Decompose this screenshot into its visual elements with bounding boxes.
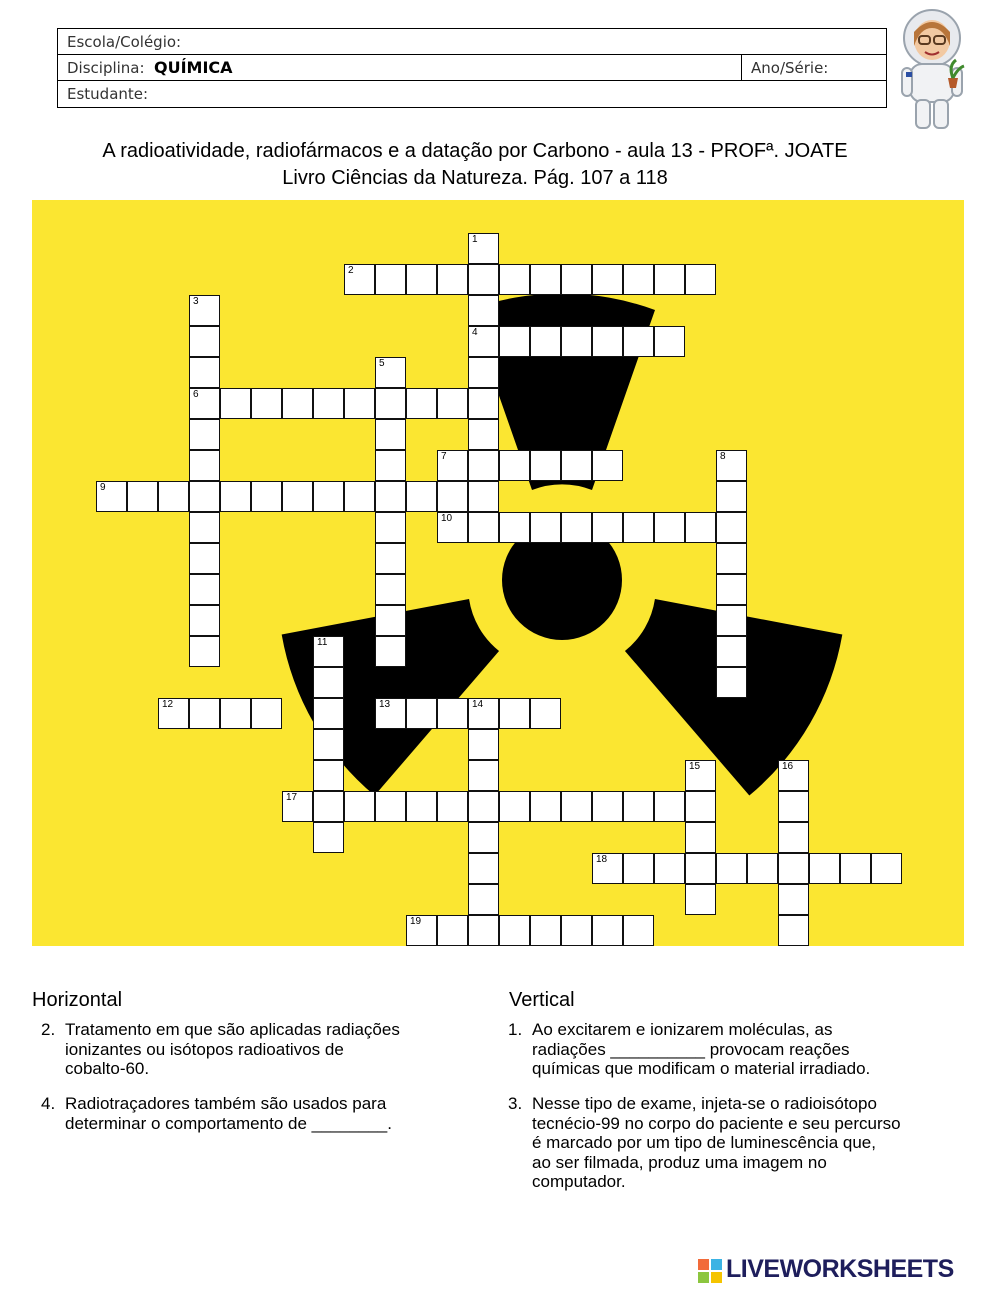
crossword-cell[interactable] — [96, 481, 127, 512]
cell-number: 6 — [193, 389, 199, 400]
crossword-cell[interactable] — [716, 512, 747, 543]
crossword-cell[interactable] — [251, 481, 282, 512]
crossword-cell[interactable] — [313, 729, 344, 760]
school-row — [58, 29, 886, 55]
clue-line: é marcado por um tipo de luminescência que, — [532, 1133, 876, 1152]
crossword-cell[interactable] — [685, 822, 716, 853]
crossword-cell[interactable] — [716, 574, 747, 605]
crossword-cell[interactable] — [592, 512, 623, 543]
crossword-cell[interactable] — [437, 264, 468, 295]
crossword-cell[interactable] — [468, 264, 499, 295]
crossword-cell[interactable] — [592, 326, 623, 357]
student-label: Estudante: — [67, 85, 149, 103]
crossword-cell[interactable] — [189, 543, 220, 574]
crossword-cell[interactable] — [840, 853, 871, 884]
cell-number: 19 — [410, 916, 422, 927]
crossword-cell[interactable] — [623, 512, 654, 543]
crossword-cell[interactable] — [313, 698, 344, 729]
crossword-cell[interactable] — [561, 264, 592, 295]
crossword-cell[interactable] — [468, 760, 499, 791]
crossword-cell[interactable] — [468, 357, 499, 388]
crossword-cell[interactable] — [282, 481, 313, 512]
crossword-cell[interactable] — [654, 326, 685, 357]
crossword-cell[interactable] — [189, 450, 220, 481]
cell-number: 4 — [472, 327, 478, 338]
vertical-heading: Vertical — [509, 989, 575, 1011]
crossword-cell[interactable] — [375, 481, 406, 512]
crossword-cell[interactable] — [530, 698, 561, 729]
clue-line: tecnécio-99 no corpo do paciente e seu percurso — [532, 1113, 901, 1133]
cell-number: 16 — [782, 761, 794, 772]
clue-horizontal-2 — [41, 1020, 400, 1079]
crossword-cell[interactable] — [406, 264, 437, 295]
year-label: Ano/Série: — [751, 59, 829, 77]
crossword-cell[interactable] — [344, 481, 375, 512]
crossword-cell[interactable] — [468, 729, 499, 760]
crossword-cell[interactable] — [406, 791, 437, 822]
crossword-cell[interactable] — [747, 853, 778, 884]
crossword-cell[interactable] — [406, 915, 437, 946]
clue-line: Radiotraçadores também são usados para — [65, 1094, 387, 1113]
crossword-cell[interactable] — [437, 388, 468, 419]
cell-number: 1 — [472, 234, 478, 245]
crossword-cell[interactable] — [468, 853, 499, 884]
crossword-cell[interactable] — [809, 853, 840, 884]
crossword-cell[interactable] — [375, 264, 406, 295]
cell-number: 18 — [596, 854, 608, 865]
crossword-cell[interactable] — [282, 388, 313, 419]
crossword-cell[interactable] — [778, 853, 809, 884]
horizontal-heading: Horizontal — [32, 989, 123, 1011]
crossword-cell[interactable] — [530, 450, 561, 481]
clue-horizontal-4 — [41, 1094, 392, 1133]
crossword-cell[interactable] — [468, 419, 499, 450]
clue-number: 4. — [41, 1094, 56, 1113]
crossword-cell[interactable] — [251, 698, 282, 729]
crossword-cell[interactable] — [561, 791, 592, 822]
astronaut-avatar-icon — [892, 6, 972, 134]
crossword-cell[interactable] — [189, 481, 220, 512]
crossword-cell[interactable] — [313, 822, 344, 853]
crossword-cell[interactable] — [313, 791, 344, 822]
crossword-cell[interactable] — [623, 915, 654, 946]
crossword-cell[interactable] — [189, 419, 220, 450]
cell-number: 12 — [162, 699, 174, 710]
crossword-cell[interactable] — [375, 698, 406, 729]
crossword-cell[interactable] — [716, 853, 747, 884]
liveworksheets-icon — [698, 1259, 722, 1283]
crossword-cell[interactable] — [685, 791, 716, 822]
crossword-cell[interactable] — [685, 853, 716, 884]
crossword-cell[interactable] — [127, 481, 158, 512]
crossword-cell[interactable] — [778, 915, 809, 946]
crossword-cell[interactable] — [654, 512, 685, 543]
cell-number: 10 — [441, 513, 453, 524]
subject-value: QUÍMICA — [154, 58, 233, 77]
crossword-cell[interactable] — [375, 543, 406, 574]
crossword-cell[interactable] — [220, 698, 251, 729]
crossword-cell[interactable] — [437, 512, 468, 543]
crossword-cell[interactable] — [437, 791, 468, 822]
crossword-cell[interactable] — [437, 481, 468, 512]
cell-number: 11 — [317, 637, 328, 648]
crossword-cell[interactable] — [530, 791, 561, 822]
crossword-cell[interactable] — [592, 915, 623, 946]
crossword-cell[interactable] — [716, 605, 747, 636]
crossword-cell[interactable] — [375, 450, 406, 481]
cell-number: 7 — [441, 451, 447, 462]
crossword-cell[interactable] — [189, 574, 220, 605]
crossword-cell[interactable] — [623, 853, 654, 884]
worksheet-subtitle: Livro Ciências da Natureza. Pág. 107 a 118 — [282, 167, 668, 189]
crossword-cell[interactable] — [437, 915, 468, 946]
crossword-cell[interactable] — [561, 915, 592, 946]
crossword-cell[interactable] — [468, 450, 499, 481]
brand-text: LIVEWORKSHEETS — [726, 1255, 954, 1283]
crossword-cell[interactable] — [561, 512, 592, 543]
subject-label: Disciplina: — [67, 59, 145, 77]
crossword-cell[interactable] — [406, 388, 437, 419]
crossword-cell[interactable] — [716, 481, 747, 512]
crossword-cell[interactable] — [685, 884, 716, 915]
crossword-cell[interactable] — [375, 419, 406, 450]
crossword-cell[interactable] — [468, 698, 499, 729]
crossword-cell[interactable] — [685, 264, 716, 295]
crossword-cell[interactable] — [468, 388, 499, 419]
crossword-cell[interactable] — [189, 357, 220, 388]
crossword-cell[interactable] — [375, 636, 406, 667]
crossword-cell[interactable] — [592, 450, 623, 481]
clue-line: cobalto-60. — [65, 1059, 150, 1078]
crossword-cell[interactable] — [468, 295, 499, 326]
crossword-cell[interactable] — [189, 605, 220, 636]
crossword-cell[interactable] — [313, 481, 344, 512]
crossword-cell[interactable] — [313, 388, 344, 419]
crossword-cell[interactable] — [654, 853, 685, 884]
clue-line: ao ser filmada, produz uma imagem no — [532, 1152, 827, 1172]
crossword-cell[interactable] — [375, 388, 406, 419]
crossword-cell[interactable] — [499, 326, 530, 357]
crossword-cell[interactable] — [468, 884, 499, 915]
cell-number: 8 — [720, 451, 726, 462]
crossword-cell[interactable] — [468, 822, 499, 853]
crossword-cell[interactable] — [499, 264, 530, 295]
crossword-cell[interactable] — [344, 791, 375, 822]
clue-line: Tratamento em que são aplicadas radiações — [65, 1020, 400, 1039]
crossword-cell[interactable] — [375, 791, 406, 822]
crossword-cell[interactable] — [778, 791, 809, 822]
clue-line: computador. — [532, 1172, 626, 1191]
crossword-cell[interactable] — [499, 512, 530, 543]
crossword-cell[interactable] — [654, 264, 685, 295]
crossword-cell[interactable] — [220, 388, 251, 419]
cell-number: 15 — [689, 761, 701, 772]
crossword-cell[interactable] — [406, 481, 437, 512]
crossword-cell[interactable] — [778, 760, 809, 791]
crossword-cell[interactable] — [282, 791, 313, 822]
student-info-box — [57, 28, 887, 108]
cell-number: 17 — [286, 792, 298, 803]
crossword-cell[interactable] — [468, 233, 499, 264]
clue-line: ionizantes ou isótopos radioativos de — [65, 1039, 344, 1059]
cell-number: 14 — [472, 699, 484, 710]
crossword-cell[interactable] — [437, 698, 468, 729]
student-row — [58, 81, 886, 108]
crossword-cell[interactable] — [189, 512, 220, 543]
crossword-cell[interactable] — [623, 264, 654, 295]
crossword-cell[interactable] — [716, 543, 747, 574]
crossword-cell[interactable] — [499, 698, 530, 729]
crossword-cell[interactable] — [685, 512, 716, 543]
crossword-cell[interactable] — [189, 636, 220, 667]
crossword-cell[interactable] — [623, 326, 654, 357]
crossword-cell[interactable] — [158, 481, 189, 512]
crossword-cell[interactable] — [561, 450, 592, 481]
crossword-cell[interactable] — [189, 698, 220, 729]
crossword-cell[interactable] — [499, 791, 530, 822]
clue-line: radiações __________ provocam reações — [532, 1039, 850, 1059]
cell-number: 5 — [379, 358, 385, 369]
crossword-cell[interactable] — [530, 326, 561, 357]
crossword-cell[interactable] — [468, 915, 499, 946]
crossword-cell[interactable] — [220, 481, 251, 512]
crossword-cell[interactable] — [592, 853, 623, 884]
worksheet-title: A radioatividade, radiofármacos e a datação por Carbono - aula 13 - PROFª. JOATE — [102, 140, 848, 162]
clue-line: determinar o comportamento de ________. — [65, 1113, 392, 1133]
crossword-cell[interactable] — [716, 636, 747, 667]
crossword-cell[interactable] — [251, 388, 282, 419]
clue-line: Nesse tipo de exame, injeta-se o radioisótopo — [532, 1094, 877, 1113]
crossword-cell[interactable] — [561, 326, 592, 357]
crossword-cell[interactable] — [530, 264, 561, 295]
crossword-cell[interactable] — [189, 388, 220, 419]
crossword-cell[interactable] — [530, 512, 561, 543]
crossword-cell[interactable] — [871, 853, 902, 884]
crossword-cell[interactable] — [654, 791, 685, 822]
clue-vertical-1 — [508, 1020, 870, 1079]
subject-row — [58, 55, 886, 81]
clue-line: químicas que modificam o material irradiado. — [532, 1059, 871, 1078]
crossword-cell[interactable] — [313, 667, 344, 698]
crossword-cell[interactable] — [592, 264, 623, 295]
crossword-cell[interactable] — [313, 760, 344, 791]
crossword-cell[interactable] — [406, 698, 437, 729]
cell-number: 3 — [193, 296, 199, 307]
crossword-cell[interactable] — [530, 915, 561, 946]
crossword-cell[interactable] — [468, 791, 499, 822]
crossword-cell[interactable] — [716, 667, 747, 698]
crossword-cell[interactable] — [375, 357, 406, 388]
crossword-cell[interactable] — [437, 450, 468, 481]
school-label: Escola/Colégio: — [67, 33, 182, 51]
liveworksheets-logo[interactable] — [698, 1255, 994, 1285]
crossword-cell[interactable] — [623, 791, 654, 822]
crossword-cell[interactable] — [778, 822, 809, 853]
clue-number: 2. — [41, 1020, 56, 1039]
crossword-cell[interactable] — [375, 574, 406, 605]
cell-number: 2 — [348, 265, 354, 276]
clue-vertical-3 — [508, 1094, 901, 1192]
crossword-cell[interactable] — [685, 760, 716, 791]
crossword-cell[interactable] — [375, 512, 406, 543]
clue-number: 3. — [508, 1094, 523, 1113]
crossword-cell[interactable] — [344, 264, 375, 295]
crossword-board — [32, 200, 964, 946]
crossword-cell[interactable] — [716, 450, 747, 481]
crossword-cell[interactable] — [499, 450, 530, 481]
clue-line: Ao excitarem e ionizarem moléculas, as — [532, 1020, 833, 1039]
crossword-cell[interactable] — [189, 295, 220, 326]
cell-number: 9 — [100, 482, 106, 493]
crossword-cell[interactable] — [468, 481, 499, 512]
crossword-cell[interactable] — [778, 884, 809, 915]
crossword-cell[interactable] — [344, 388, 375, 419]
clue-number: 1. — [508, 1020, 523, 1039]
crossword-cell[interactable] — [592, 791, 623, 822]
cell-number: 13 — [379, 699, 391, 710]
crossword-cell[interactable] — [468, 512, 499, 543]
crossword-cell[interactable] — [313, 636, 344, 667]
crossword-cell[interactable] — [158, 698, 189, 729]
crossword-cell[interactable] — [499, 915, 530, 946]
crossword-cell[interactable] — [189, 326, 220, 357]
crossword-cell[interactable] — [468, 326, 499, 357]
crossword-cell[interactable] — [375, 605, 406, 636]
row-divider — [741, 55, 742, 81]
